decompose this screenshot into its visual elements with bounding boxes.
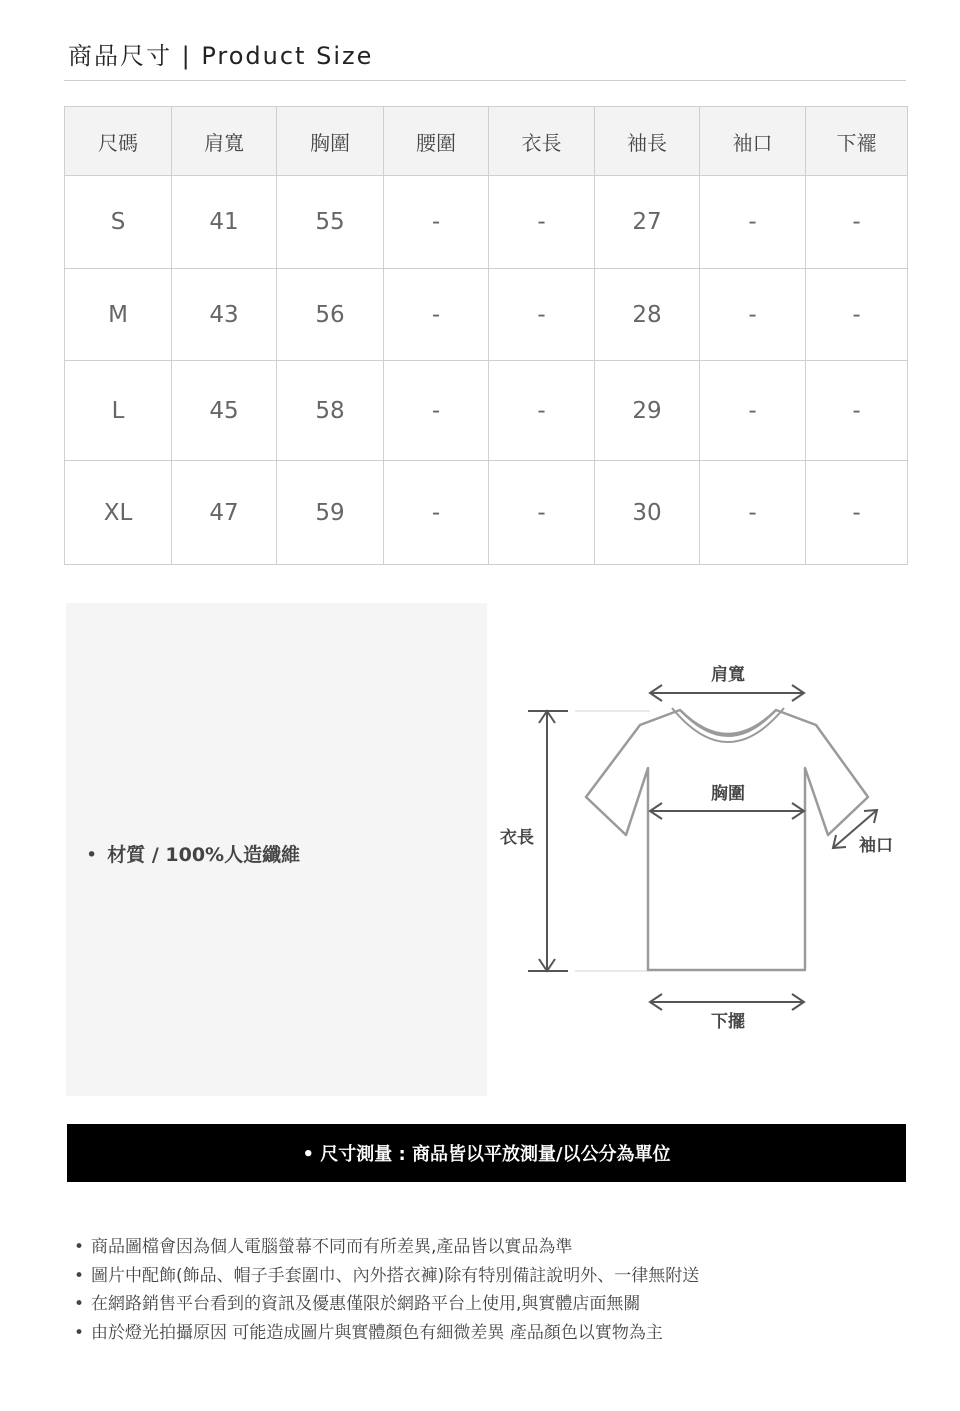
table-cell: M (65, 269, 172, 361)
table-cell: - (489, 461, 595, 565)
table-cell: - (384, 461, 489, 565)
table-cell: 56 (277, 269, 384, 361)
shoulder-arrow (650, 685, 804, 701)
table-cell: L (65, 361, 172, 461)
table-cell: - (489, 361, 595, 461)
table-cell: - (384, 269, 489, 361)
table-cell: 28 (595, 269, 700, 361)
table-cell: 41 (172, 176, 277, 269)
table-cell: - (384, 176, 489, 269)
material-text: 材質 / 100%人造纖維 (107, 844, 301, 866)
tshirt-measurement-diagram (490, 650, 910, 1050)
length-arrow (528, 711, 568, 971)
table-cell: XL (65, 461, 172, 565)
table-cell: - (489, 176, 595, 269)
page-title: 商品尺寸 | Product Size (68, 42, 374, 70)
hem-arrow (650, 994, 804, 1010)
list-item: • 商品圖檔會因為個人電腦螢幕不同而有所差異,產品皆以實品為準 (74, 1233, 699, 1262)
table-cell: - (700, 361, 806, 461)
table-header-row (65, 107, 908, 176)
header-length: 衣長 (489, 107, 595, 176)
list-item: • 由於燈光拍攝原因 可能造成圖片與實體顏色有細微差異 產品顏色以實物為主 (74, 1319, 699, 1348)
hem-label: 下擺 (711, 1012, 745, 1032)
material-info (86, 840, 300, 867)
table-cell: 58 (277, 361, 384, 461)
list-item: • 在網路銷售平台看到的資訊及優惠僅限於網路平台上使用,與實體店面無關 (74, 1290, 699, 1319)
table-cell: - (700, 176, 806, 269)
tshirt-collar-inner (680, 710, 776, 736)
table-row (65, 176, 908, 269)
title-divider (64, 80, 906, 81)
table-cell: - (700, 461, 806, 565)
table-row (65, 361, 908, 461)
table-row (65, 461, 908, 565)
table-cell: S (65, 176, 172, 269)
header-sleeve: 袖長 (595, 107, 700, 176)
list-item: • 圖片中配飾(飾品、帽子手套圍巾、內外搭衣褲)除有特別備註說明外、一律無附送 (74, 1262, 699, 1291)
table-cell: - (806, 269, 908, 361)
table-cell: 55 (277, 176, 384, 269)
header-hem: 下襬 (806, 107, 908, 176)
table-cell: 47 (172, 461, 277, 565)
length-label: 衣長 (500, 828, 534, 848)
header-cuff: 袖口 (700, 107, 806, 176)
tshirt-outline (586, 710, 868, 970)
header-chest: 胸圍 (277, 107, 384, 176)
table-cell: - (489, 269, 595, 361)
chest-label: 胸圍 (711, 784, 745, 804)
table-cell: 59 (277, 461, 384, 565)
table-cell: - (384, 361, 489, 461)
shoulder-label: 肩寬 (711, 665, 745, 685)
material-bullet: • (86, 844, 98, 866)
table-cell: 30 (595, 461, 700, 565)
table-cell: - (806, 461, 908, 565)
header-waist: 腰圍 (384, 107, 489, 176)
measurement-banner: • 尺寸測量 : 商品皆以平放測量/以公分為單位 (67, 1124, 906, 1182)
table-cell: 27 (595, 176, 700, 269)
table-cell: - (806, 361, 908, 461)
table-cell: 43 (172, 269, 277, 361)
table-cell: - (806, 176, 908, 269)
header-shoulder: 肩寬 (172, 107, 277, 176)
table-cell: - (700, 269, 806, 361)
size-table (64, 106, 908, 565)
notes-list (74, 1233, 699, 1347)
table-row (65, 269, 908, 361)
table-cell: 45 (172, 361, 277, 461)
header-size: 尺碼 (65, 107, 172, 176)
chest-arrow (650, 803, 804, 819)
cuff-label: 袖口 (859, 836, 893, 856)
table-cell: 29 (595, 361, 700, 461)
